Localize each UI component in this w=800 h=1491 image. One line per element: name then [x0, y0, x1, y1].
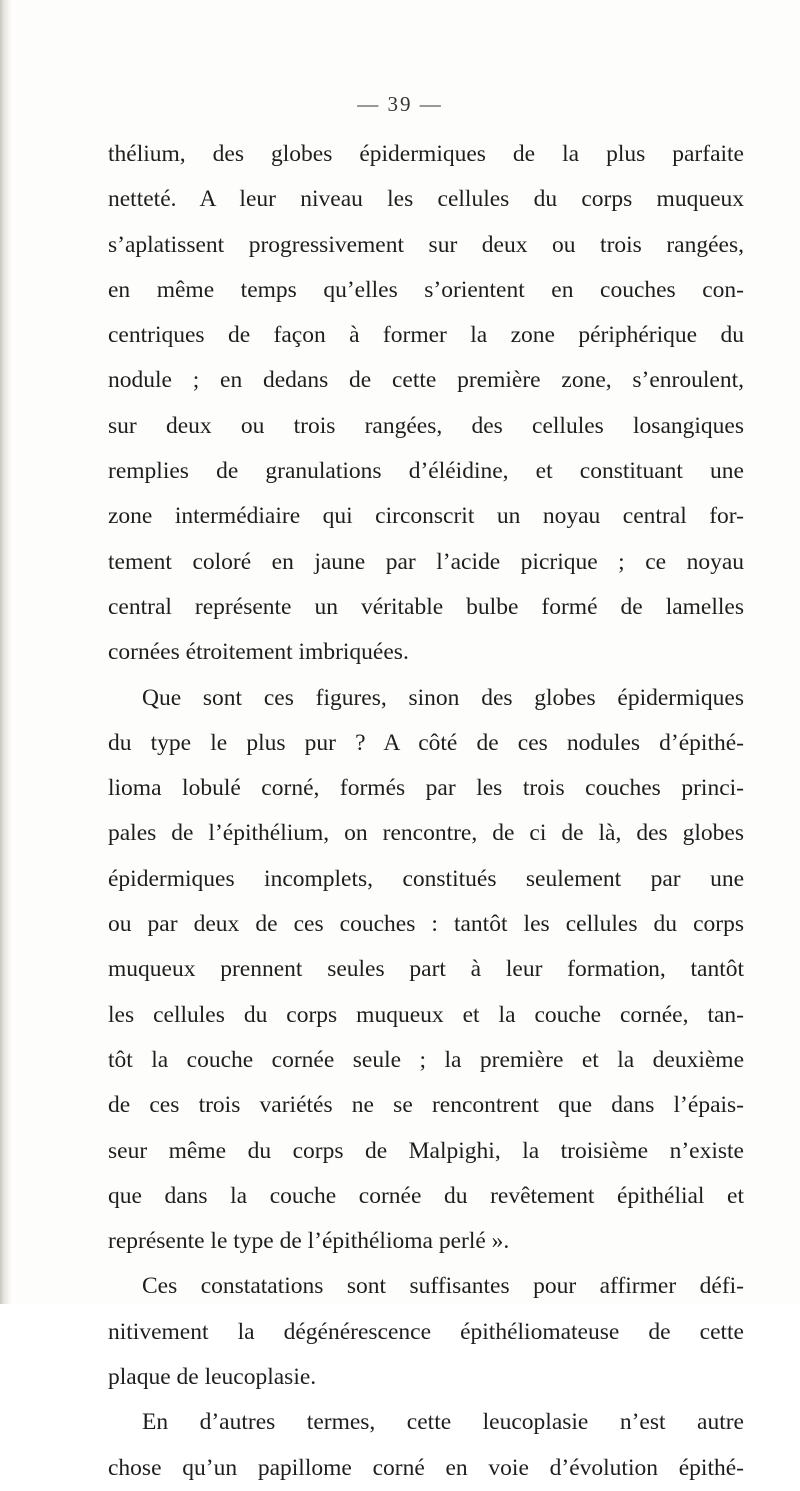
text-line: seur même du corps de Malpighi, la troisième n’existe [108, 1137, 744, 1164]
text-line: En d’autres termes, cette leucoplasie n’est autre [142, 1409, 744, 1436]
text-line: central représente un véritable bulbe formé de lamelles [108, 593, 744, 620]
text-line: nitivement la dégénérescence épithéliomateuse de cette [108, 1318, 744, 1345]
text-line: netteté. A leur niveau les cellules du corps muqueux [108, 186, 744, 213]
text-line: de ces trois variétés ne se rencontrent que dans l’épais- [108, 1092, 744, 1119]
text-line: Que sont ces figures, sinon des globes épidermiques [142, 684, 744, 711]
text-line: tement coloré en jaune par l’acide picrique ; ce noyau [108, 548, 744, 575]
text-line: cornées étroitement imbriquées. [108, 639, 409, 666]
text-line: zone intermédiaire qui circonscrit un noyau central for- [108, 503, 744, 530]
text-line: muqueux prennent seules part à leur formation, tantôt [108, 956, 744, 983]
text-line: en même temps qu’elles s’orientent en couches con- [108, 276, 744, 303]
text-line: que dans la couche cornée du revêtement épithélial et [108, 1182, 744, 1209]
text-line: lioma lobulé corné, formés par les trois couches princi- [108, 775, 744, 802]
text-line: épidermiques incomplets, constitués seulement par une [108, 865, 744, 892]
text-line: nodule ; en dedans de cette première zone, s’enroulent, [108, 367, 744, 394]
text-line: Ces constatations sont suffisantes pour affirmer défi- [142, 1273, 744, 1300]
text-line: chose qu’un papillome corné en voie d’évolution épithé- [108, 1454, 744, 1481]
body-text [108, 132, 744, 1491]
text-line: s’aplatissent progressivement sur deux ou trois rangées, [108, 231, 744, 258]
text-line: du type le plus pur ? A côté de ces nodules d’épithé- [108, 729, 744, 756]
text-line: représente le type de l’épithélioma perlé ». [108, 1228, 510, 1255]
page-edge-shadow [0, 0, 12, 1304]
text-line: ou par deux de ces couches : tantôt les cellules du corps [108, 911, 744, 938]
text-line: pales de l’épithélium, on rencontre, de ci de là, des globes [108, 820, 744, 847]
page-number: — 39 — [357, 92, 443, 116]
text-line: sur deux ou trois rangées, des cellules losangiques [108, 412, 744, 439]
text-line: centriques de façon à former la zone périphérique du [108, 322, 744, 349]
text-line: remplies de granulations d’éléidine, et constituant une [108, 458, 744, 485]
text-line: les cellules du corps muqueux et la couche cornée, tan- [108, 1001, 744, 1028]
text-line: thélium, des globes épidermiques de la plus parfaite [108, 141, 744, 167]
text-line: tôt la couche cornée seule ; la première et la deuxième [108, 1046, 744, 1073]
text-line: plaque de leucoplasie. [108, 1364, 317, 1391]
